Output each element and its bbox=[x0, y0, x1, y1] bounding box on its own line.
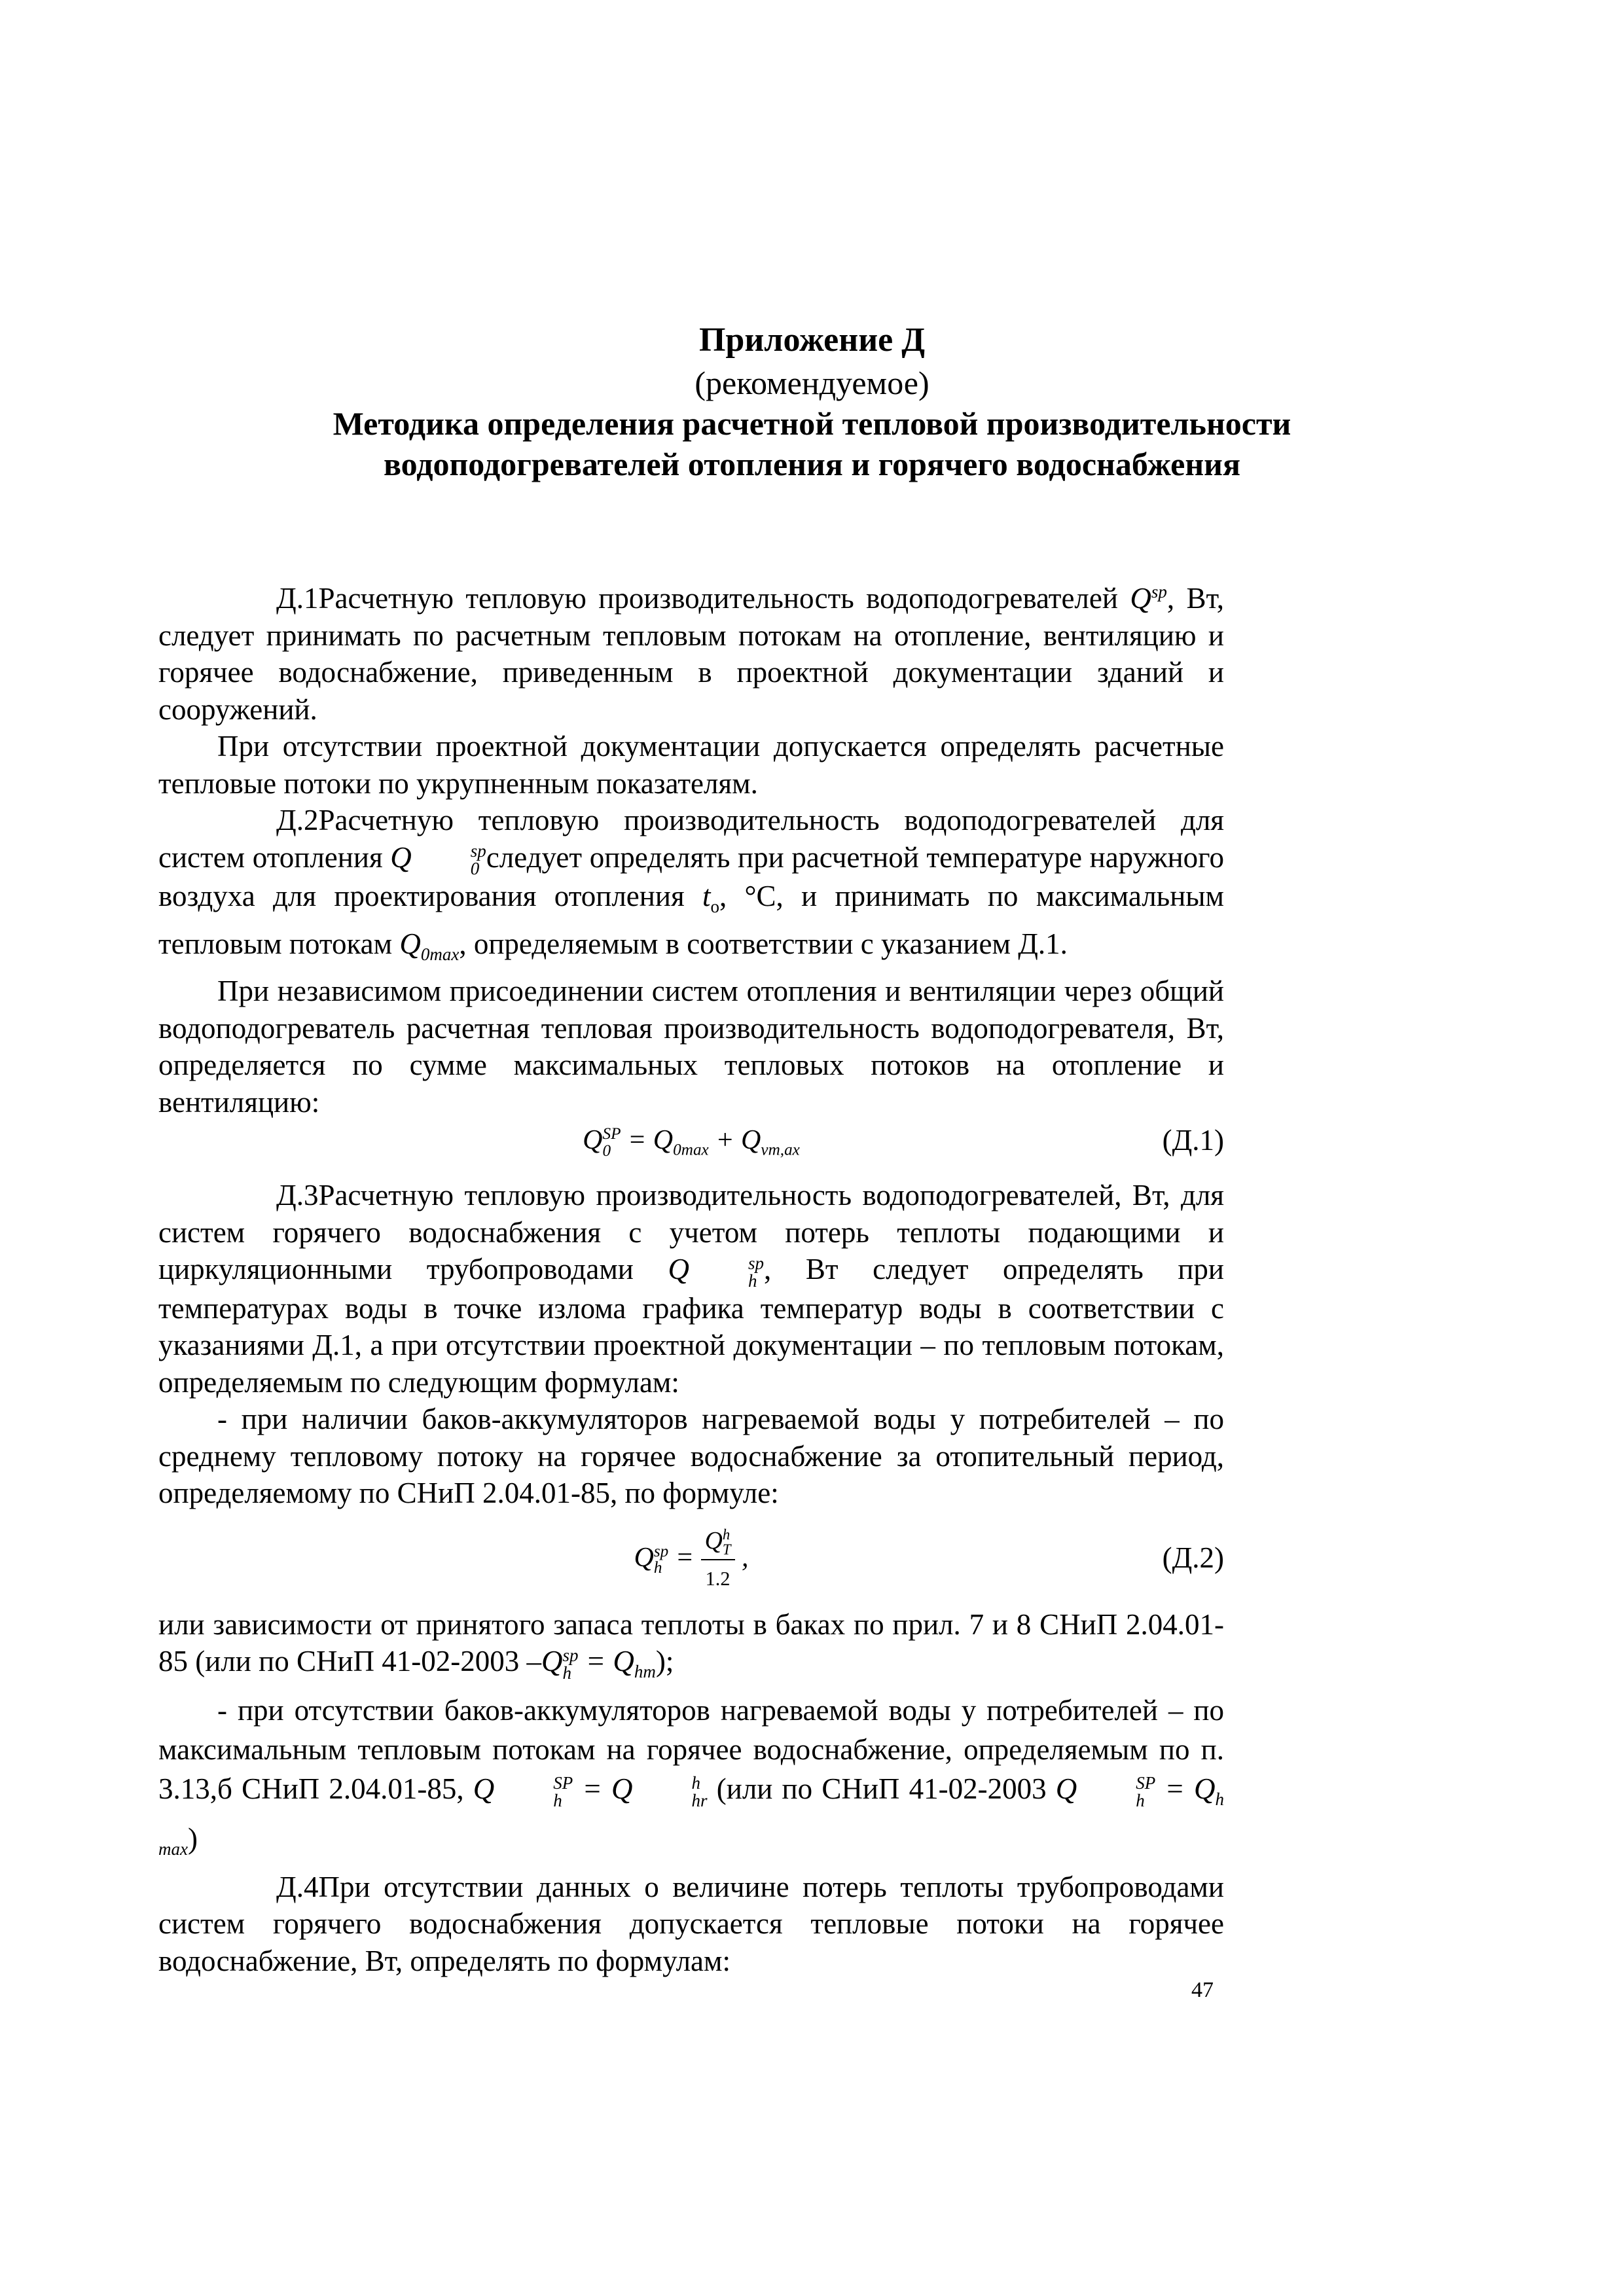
formula-d2-label: (Д.2) bbox=[1162, 1541, 1224, 1574]
clause-number: Д.3 bbox=[276, 1179, 319, 1212]
formula-d2-row bbox=[158, 1513, 1224, 1605]
clause-number: Д.2 bbox=[276, 804, 319, 836]
body-text bbox=[158, 573, 1224, 1979]
paragraph-tank-reserve: или зависимости от принятого запаса теплоты в баках по прил. 7 и 8 СНиП 2.04.01-85 (или по СНиП 41-02-2003 –Q sp h = $Q_{hm}$); bbox=[158, 1607, 1224, 1683]
symbol-q0max: $Q_{0max}$ bbox=[399, 927, 460, 964]
paragraph-d2-2: При независимом присоединении систем отопления и вентиляции через общий водоподогреватель расчетная тепловая производительность водоподогревателя, Вт, определяется по сумме максимальных тепловых потоков на отопление и вентиляцию: bbox=[158, 975, 1224, 1119]
appendix-heading-line-2: водоподогревателей отопления и горячего водоснабжения bbox=[383, 446, 1241, 482]
symbol-qh-sp-eq-qhm: Q sp h = $Q_{hm}$ bbox=[541, 1645, 656, 1683]
formula-d1-label: (Д.1) bbox=[1162, 1124, 1224, 1157]
symbol-q0-sp: Q sp 0 bbox=[390, 840, 486, 879]
clause-number: Д.4 bbox=[276, 1870, 319, 1903]
paragraph-d2: Д.2Расчетную тепловую производительность водоподогревателей для систем отопления Q sp 0 следует определять при расчетной температуре наружного воздуха для проектирования отопления $t_о$, °С, и принимать по максимальным тепловым потокам $Q_{0max}$, определяемым в соответствии с указанием Д.1. bbox=[158, 802, 1224, 973]
formula-d1-row bbox=[158, 1122, 1224, 1175]
paragraph-d1-2: При отсутствии проектной документации допускается определять расчетные тепловые потоки по укрупненным показателям. bbox=[158, 730, 1224, 800]
page-number: 47 bbox=[1191, 1978, 1214, 2002]
symbol-qh-sp-eq-qhr: Q SP h = Q h hr bbox=[473, 1772, 708, 1810]
symbol-t0: $t_о$ bbox=[702, 880, 719, 917]
appendix-subtitle: (рекомендуемое) bbox=[695, 365, 929, 401]
appendix-heading-line-1: Методика определения расчетной тепловой производительности bbox=[333, 405, 1291, 442]
symbol-qh-sp: Q sp h bbox=[668, 1253, 765, 1291]
bullet-without-tanks: - при отсутствии баков-аккумуляторов нагреваемой воды у потребителей – по максимальным тепловым потокам на горячее водоснабжение, определяемым по п. 3.13,б СНиП 2.04.01-85, Q SP h = Q h hr (или по СНиП 41-02-2003 Q SP h = $Q_{h max}$) bbox=[158, 1693, 1224, 1859]
paragraph-d3: Д.3Расчетную тепловую производительность водоподогревателей, Вт, для систем горячего водоснабжения с учетом потерь теплоты подающими и циркуляционными трубопроводами Q sp h , Вт следует определять при температурах воды в точке излома графика температур воды в соответствии с указаниями Д.1, а при отсутствии проектной документации – по тепловым потокам, определяемым по следующим формулам: bbox=[158, 1177, 1224, 1401]
symbol-q-sp: $Q^{sp}$ bbox=[1130, 582, 1167, 615]
formula-d2: Q sp h = Q h T 1.2 , bbox=[158, 1522, 1224, 1598]
formula-d1: Q SP 0 = $Q_{0max} + Q_{vm,ax}$ bbox=[583, 1125, 800, 1160]
paragraph-d1: Д.1Расчетную тепловую производительность водоподогревателей $Q^{sp}$, Вт, следует принимать по расчетным тепловым потокам на отопление, вентиляцию и горячее водоснабжение, приведенным в проектной документации зданий и сооружений. bbox=[158, 573, 1224, 728]
bullet-with-tanks: - при наличии баков-аккумуляторов нагреваемой воды у потребителей – по среднему тепловому потоку на горячее водоснабжение за отопительный период, определяемому по СНиП 2.04.01-85, по формуле: bbox=[158, 1403, 1224, 1510]
symbol-qh-sp-eq-qhmax: Q SP h = $Q_{h max}$ bbox=[158, 1772, 1224, 1859]
appendix-title: Приложение Д bbox=[698, 321, 926, 359]
clause-number: Д.1 bbox=[276, 582, 319, 615]
paragraph-d4: Д.4При отсутствии данных о величине потерь теплоты трубопроводами систем горячего водоснабжения допускается тепловые потоки на горячее водоснабжение, Вт, определять по формулам: bbox=[158, 1869, 1224, 1980]
